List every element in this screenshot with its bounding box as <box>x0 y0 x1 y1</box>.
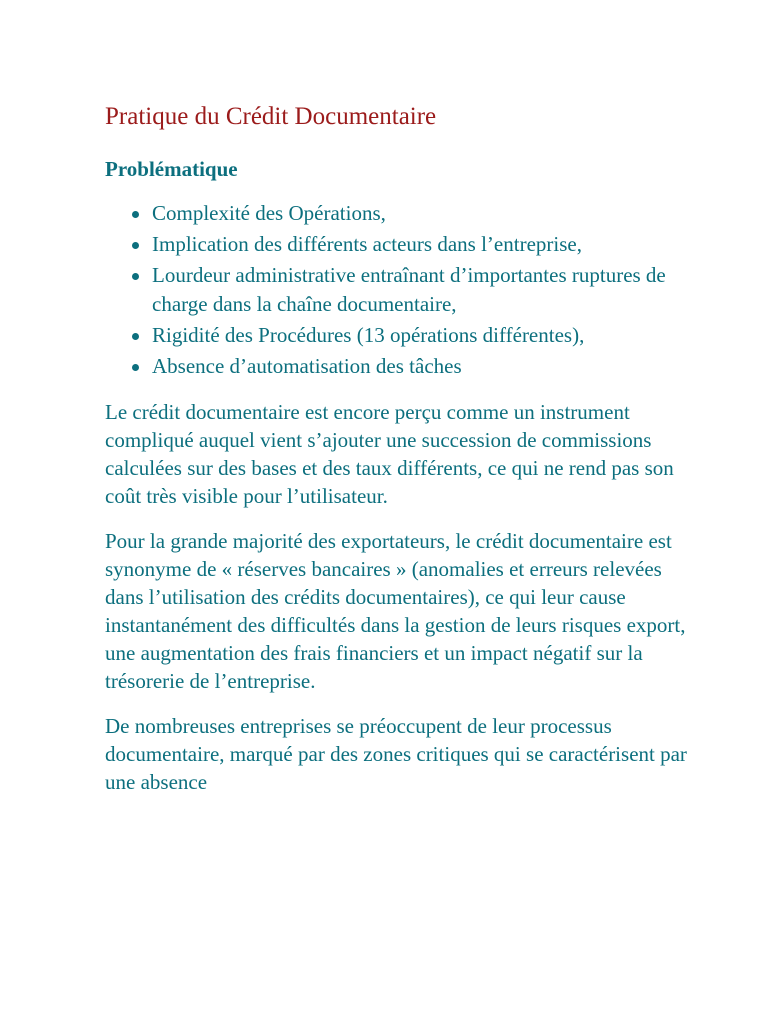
bullet-item <box>105 321 688 350</box>
bullet-item <box>105 199 688 228</box>
bullet-text: Rigidité des Procédures (13 opérations différentes), <box>152 323 585 347</box>
paragraph-2: Pour la grande majorité des exportateurs, le crédit documentaire est synonyme de « réserves bancaires » (anomalies et erreurs relevées dans l’utilisation des crédits documentaires), ce qui leur cause instantanément des difficultés dans la gestion de leurs risques export, une augmentation des frais financiers et un impact négatif sur la trésorerie de l’entreprise. <box>105 529 686 693</box>
bullet-text: Absence d’automatisation des tâches <box>152 354 462 378</box>
bullet-dot-icon <box>132 333 139 340</box>
document-title: Pratique du Crédit Documentaire <box>105 103 437 130</box>
bullet-list <box>105 199 688 381</box>
section-heading: Problématique <box>105 157 238 181</box>
bullet-text: Complexité des Opérations, <box>152 201 386 225</box>
bullet-dot-icon <box>132 211 139 218</box>
bullet-text: Implication des différents acteurs dans l’entreprise, <box>152 232 582 256</box>
bullet-text: Lourdeur administrative entraînant d’importantes ruptures de charge dans la chaîne documentaire, <box>152 263 666 316</box>
bullet-dot-icon <box>132 273 139 280</box>
bullet-dot-icon <box>132 364 139 371</box>
bullet-dot-icon <box>132 242 139 249</box>
bullet-item <box>105 261 688 319</box>
paragraph-1: Le crédit documentaire est encore perçu comme un instrument compliqué auquel vient s’ajouter une succession de commissions calculées sur des bases et des taux différents, ce qui ne rend pas son coût très visible pour l’utilisateur. <box>105 400 674 508</box>
bullet-item <box>105 352 688 381</box>
bullet-item <box>105 230 688 259</box>
paragraph-3: De nombreuses entreprises se préoccupent de leur processus documentaire, marqué par des zones critiques qui se caractérisent par une absence <box>105 714 687 794</box>
